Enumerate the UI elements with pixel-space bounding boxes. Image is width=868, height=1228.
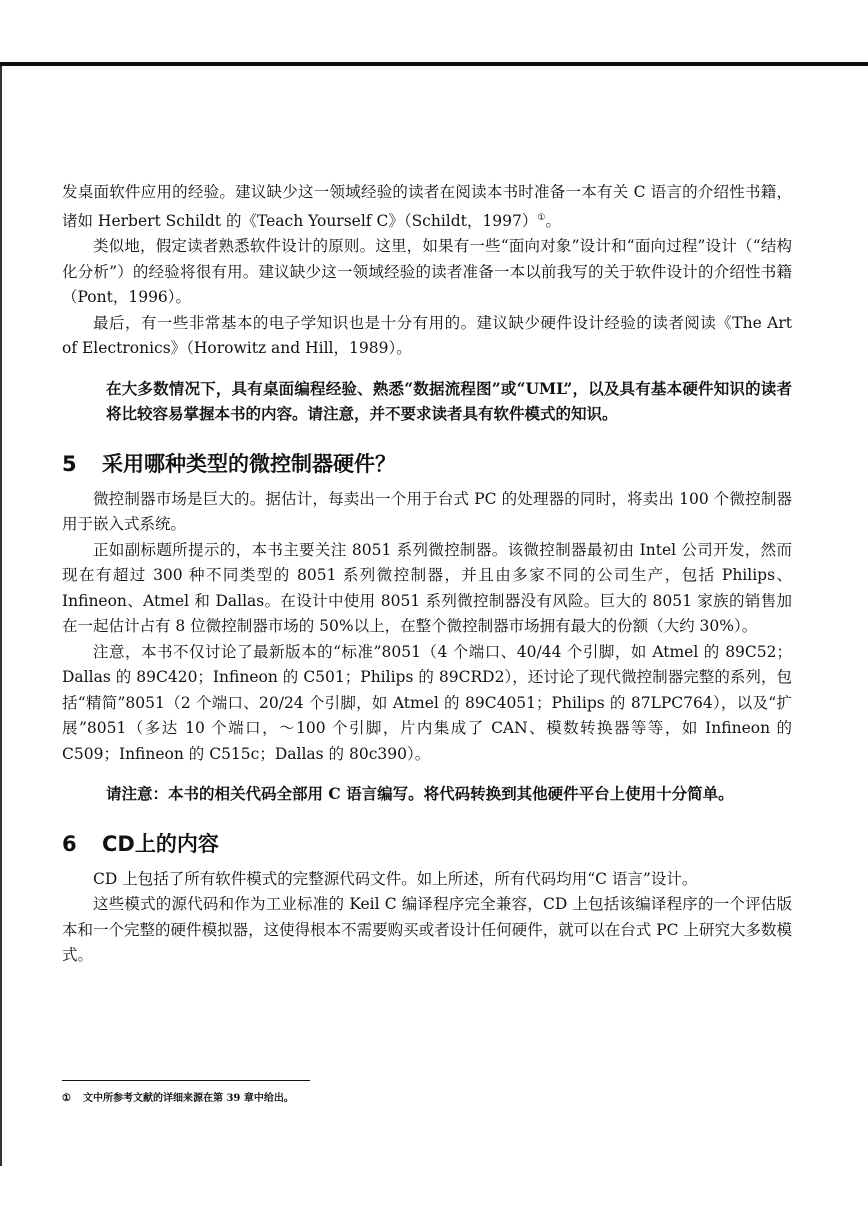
paragraph: 微控制器市场是巨大的。据估计，每卖出一个用于台式 PC 的处理器的同时，将卖出 100 个微控制器用于嵌入式系统。 [62,489,792,534]
paragraph: 注意，本书不仅讨论了最新版本的“标准”8051（4 个端口、40/44 个引脚，如 Atmel 的 89C52；Dallas 的 89C420；Infineon 的 C501；Philips 的 89CRD2），还讨论了现代微控制器完整的系列，包括“精简”8051（2 个端口、20/24 个引脚，如 Atmel 的 89C4051；Philips 的 87LPC764），以及“扩展”8051（多达 10 个端口，～100 个引脚，片内集成了 CAN、模数转换器等等，如 Infineon 的 C509；Infineon 的 C515c；Dallas 的 80c390）。 [62,642,792,763]
paragraph: CD 上包括了所有软件模式的完整源代码文件。如上所述，所有代码均用“C 语言”设计。 [93,869,698,888]
footnote-ref: ① [537,212,546,223]
paragraph: 这些模式的源代码和作为工业标准的 Keil C 编译程序完全兼容，CD 上包括该编译程序的一个评估版本和一个完整的硬件模拟器，这使得根本不需要购买或者设计任何硬件，就可以在台式 PC 上研究大多数模式。 [62,895,792,965]
section-heading [62,829,792,859]
paragraph: 最后，有一些非常基本的电子学知识也是十分有用的。建议缺少硬件设计经验的读者阅读《The Art of Electronics》（Horowitz and Hill，1989）。 [62,313,792,358]
page-body [62,180,792,969]
footnote-marker: ① [62,1093,71,1104]
page-edge [0,66,2,1166]
footnote-text: 文中所参考文献的详细来源在第 39 章中给出。 [82,1093,294,1104]
note-box: 在大多数情况下，具有桌面编程经验、熟悉“数据流程图”或“UML”，以及具有基本硬件知识的读者将比较容易掌握本书的内容。请注意，并不要求读者具有软件模式的知识。 [106,378,792,424]
top-rule [0,62,868,66]
section-heading [62,449,792,479]
section-title: CD上的内容 [102,831,219,856]
note-box: 请注意：本书的相关代码全部用 C 语言编写。将代码转换到其他硬件平台上使用十分简单。 [106,784,734,804]
paragraph: 发桌面软件应用的经验。建议缺少这一领域经验的读者在阅读本书时准备一本有关 C 语言的介绍性书籍，诸如 Herbert Schildt 的《Teach Yourself C》（Schildt，1997）①。 [62,183,792,230]
footnote-rule [62,1080,310,1081]
section-number: 6 [62,831,77,856]
paragraph: 正如副标题所提示的，本书主要关注 8051 系列微控制器。该微控制器最初由 Intel 公司开发，然而现在有超过 300 种不同类型的 8051 系列微控制器，并且由多家不同的公司生产，包括 Philips、Infineon、Atmel 和 Dallas。在设计中使用 8051 系列微控制器没有风险。巨大的 8051 家族的销售加在一起估计占有 8 位微控制器市场的 50%以上，在整个微控制器市场拥有最大的份额（大约 30%）。 [62,540,792,636]
section-title: 采用哪种类型的微控制器硬件？ [102,451,396,476]
section-number: 5 [62,451,77,476]
footnote [62,1092,294,1106]
paragraph: 类似地，假定读者熟悉软件设计的原则。这里，如果有一些“面向对象”设计和“面向过程”设计（“结构化分析”）的经验将很有用。建议缺少这一领域经验的读者准备一本以前我写的关于软件设计的介绍性书籍（Pont，1996）。 [62,237,792,307]
